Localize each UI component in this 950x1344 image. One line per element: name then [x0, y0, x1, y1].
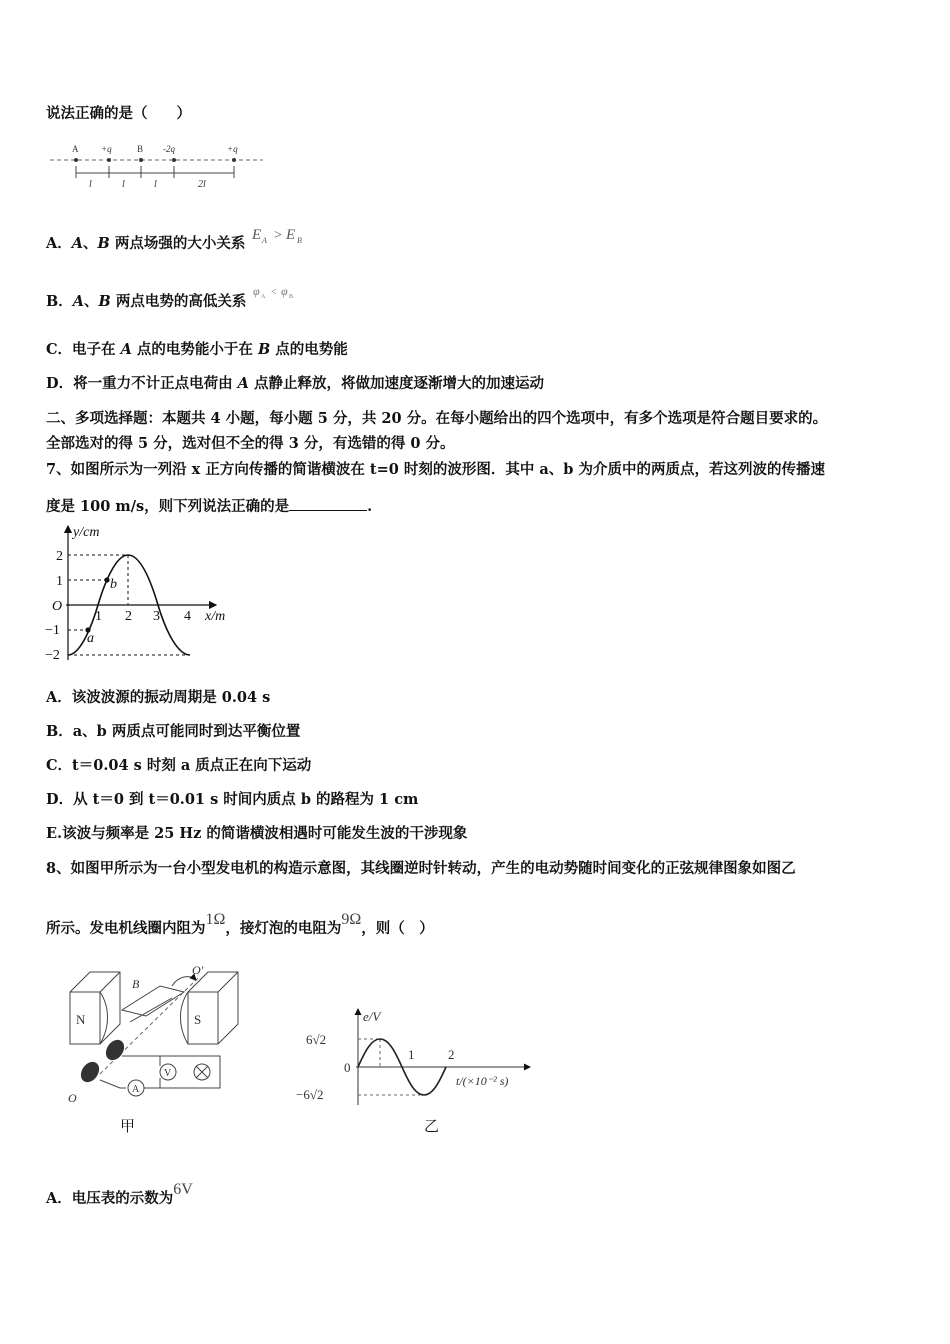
q7-option-e: E.该波与频率是 25 Hz 的简谐横波相遇时可能发生波的干涉现象 [46, 825, 468, 842]
q8-stem-line1: 8、如图甲所示为一台小型发电机的构造示意图，其线圈逆时针转动，产生的电动势随时间变化的正弦规律图象如图乙 [46, 860, 796, 877]
label-A: A [72, 144, 79, 154]
charge-plus-q-1 [107, 158, 111, 162]
ammeter-label: A [132, 1084, 140, 1095]
q6-option-d: D．将一重力不计正点电荷由 A 点静止释放，将做加速度逐渐增大的加速运动 [46, 375, 544, 392]
y-tick-neg1: −1 [45, 623, 60, 638]
svg-text:φ: φ [281, 283, 289, 298]
axis-o-label: O [68, 1091, 77, 1105]
x-tick-2: 2 [125, 609, 132, 624]
origin-label: O [52, 599, 63, 614]
q7-option-d: D．从 t＝0 到 t＝0.01 s 时间内质点 b 的路程为 1 cm [46, 791, 419, 808]
q8-option-a: A．电压表的示数为6V [46, 1181, 193, 1207]
svg-text:A: A [262, 235, 268, 245]
point-b-label: b [110, 577, 117, 592]
formula-r-internal: 1Ω [205, 911, 226, 928]
q8-emf-graph [290, 1005, 540, 1110]
label-plus-q-2: +q [227, 144, 238, 154]
q6-option-c: C．电子在 A 点的电势能小于在 B 点的电势能 [46, 341, 348, 358]
svg-text:B: B [289, 293, 294, 300]
q7-option-a: A．该波波源的振动周期是 0.04 s [46, 689, 271, 706]
magnet-n-label: N [76, 1012, 86, 1027]
formula-phia-lt-phib [251, 285, 307, 301]
seg-2: l [122, 179, 125, 190]
charge-minus-2q [172, 158, 176, 162]
x-tick-1: 1 [408, 1047, 415, 1062]
x-axis-label: x/m [205, 609, 226, 624]
q7-option-c: C．t＝0.04 s 时刻 a 质点正在向下运动 [46, 757, 312, 774]
formula-ea-gt-eb [250, 227, 312, 243]
q6-stem-tail: 说法正确的是（ ） [46, 105, 191, 122]
point-b-dot [104, 577, 109, 582]
x-tick-1: 1 [95, 609, 102, 624]
svg-text:E: E [252, 226, 262, 243]
caption-jia: 甲 [120, 1117, 136, 1135]
q7-stem-line2: 度是 100 m/s，则下列说法正确的是 . [46, 498, 373, 515]
y-max-label: 6√2 [306, 1032, 327, 1047]
x-tick-4: 4 [184, 609, 191, 624]
formula-6v: 6V [173, 1181, 193, 1198]
y-tick-2: 2 [56, 549, 63, 564]
point-A [74, 158, 78, 162]
x-tick-2: 2 [448, 1047, 455, 1062]
x-axis-label: t/(×10⁻² s) [456, 1074, 509, 1088]
axis-o-prime-label: O′ [192, 963, 204, 977]
q7-wave-graph [44, 520, 244, 668]
section2-line1: 二、多项选择题：本题共 4 小题，每小题 5 分，共 20 分。在每小题给出的四个选项中，有多个选项是符合题目要求的。 [46, 410, 828, 427]
charge-plus-q-2 [232, 158, 236, 162]
x-tick-3: 3 [153, 609, 160, 624]
q6-option-b: B．A、B 两点电势的高低关系 φ A < φ B [46, 290, 307, 314]
caption-yi: 乙 [424, 1117, 440, 1135]
label-plus-q-1: +q [101, 144, 112, 154]
q6-option-a: A．A、B 两点场强的大小关系 E A > E B [46, 232, 312, 257]
y-axis-label: e/V [363, 1009, 381, 1024]
point-B [139, 158, 143, 162]
label-B: B [137, 144, 144, 154]
y-min-label: −6√2 [296, 1087, 324, 1102]
svg-text:B: B [297, 235, 303, 245]
y-axis-label: y/cm [73, 525, 100, 540]
q6-charge-figure [48, 140, 268, 192]
svg-text:>: > [274, 227, 283, 243]
seg-3: l [154, 179, 157, 190]
y-tick-1: 1 [56, 574, 63, 589]
answer-blank [289, 509, 367, 511]
q8-stem-line2: 所示。发电机线圈内阻为1Ω，接灯泡的电阻为9Ω，则（ ） [46, 911, 434, 937]
svg-text:φ: φ [253, 283, 261, 298]
svg-text:E: E [286, 226, 296, 243]
svg-text:<: < [271, 286, 278, 298]
seg-1: l [89, 179, 92, 190]
q8-generator-figure [60, 962, 240, 1107]
voltmeter-label: V [164, 1068, 172, 1079]
q7-option-b: B．a、b 两质点可能同时到达平衡位置 [46, 723, 301, 740]
field-b-label: B [132, 977, 140, 991]
section2-line2: 全部选对的得 5 分，选对但不全的得 3 分，有选错的得 0 分。 [46, 435, 455, 452]
y-tick-neg2: −2 [45, 648, 60, 663]
label-minus-2q: -2q [163, 144, 175, 154]
y-zero-label: 0 [344, 1060, 351, 1075]
seg-4: 2l [198, 179, 206, 190]
svg-text:A: A [261, 293, 266, 300]
point-a-label: a [87, 631, 94, 646]
magnet-s-label: S [194, 1012, 202, 1027]
formula-r-lamp: 9Ω [341, 911, 362, 928]
q7-stem-line1: 7、如图所示为一列沿 x 正方向传播的简谐横波在 t=0 时刻的波形图．其中 a、b 为介质中的两质点，若这列波的传播速 [46, 461, 825, 478]
